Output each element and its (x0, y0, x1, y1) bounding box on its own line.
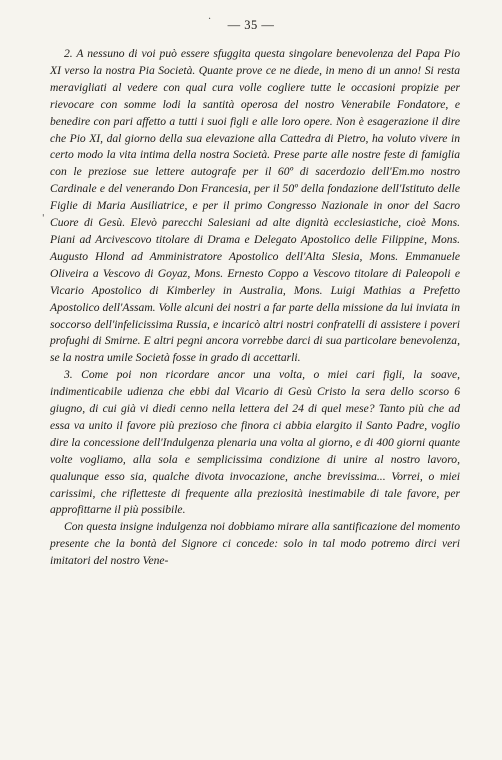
paragraph-2: 2. A nessuno di voi può essere sfuggita questa singolare benevolenza del Papa Pio XI verso la nostra Pia Società. Quante prove ce ne diede, in meno di un anno! Si resta meravigliati al vedere con qual cura volle cogliere tutte le occasioni propizie per rievocare con somme lodi la santità operosa del nostro Venerabile Fondatore, e benedire con pari affetto a tutti i suoi figli e alle loro opere. Non è esagerazione il dire che Pio XI, dal giorno della sua elevazione alla Cattedra di Pietro, ha voluto vivere in certo modo la vita intima della nostra Società. Prese parte alle nostre feste di famiglia con le preziose sue lettere autografe per il 60º di sacerdozio dell'Em.mo nostro Cardinale e del venerando Don Francesia, per il 50º della fondazione dell'Istituto delle Figlie di Maria Ausiliatrice, e per il primo Congresso Nazionale in onor del Sacro Cuore di Gesù. Elevò parecchi Salesiani ad alte dignità ecclesiastiche, cioè Mons. Piani ad Arcivescovo titolare di Drama e Delegato Apostolico delle Filippine, Mons. Augusto Hlond ad Amministratore Apostolico dell'Alta Slesia, Mons. Emmanuele Oliveira a Vescovo di Goyaz, Mons. Ernesto Coppo a Vescovo titolare di Paleopoli e Vicario Apostolico di Kimberley in Australia, Mons. Luigi Mathias a Prefetto Apostolico dell'Assam. Volle alcuni dei nostri a far parte della missione da lui inviata in soccorso dell'infelicissima Russia, e incaricò altri nostri confratelli di assistere i poveri profughi di Smirne. E altri pegni ancora vorrebbe darci di sua particolare benevolenza, se la nostra umile Società fosse in grado di accettarli. (50, 47, 460, 365)
page-speck: · (208, 14, 212, 25)
body-text (50, 46, 460, 570)
paragraph-4: Con questa insigne indulgenza noi dobbiamo mirare alla santificazione del momento presente che la bontà del Signore ci concede: solo in tal modo potremo dirci veri imitatori del nostro Vene- (50, 520, 460, 568)
margin-mark: ' (42, 214, 45, 224)
paragraph-3: 3. Come poi non ricordare ancor una volta, o miei cari figli, la soave, indimenticabile udienza che ebbi dal Vicario di Gesù Cristo la sera dello scorso 6 giugno, di cui già vi diedi cenno nella lettera del 24 di quel mese? Tanto più che ad essa va unito il favore più prezioso che finora ci abbia elargito il Santo Padre, voglio dire la concessione dell'Indulgenza plenaria una volta al giorno, e di 400 giorni quante volte vogliamo, alla sola e semplicissima condizione di unire al nostro lavoro, qualunque esso sia, qualche divota invocazione, anche brevissima... Vorrei, o miei carissimi, che rifletteste di frequente alla preziosità inestimabile di tale favore, per approfittarne il più possibile. (50, 368, 460, 517)
page-number: — 35 — (227, 18, 275, 32)
